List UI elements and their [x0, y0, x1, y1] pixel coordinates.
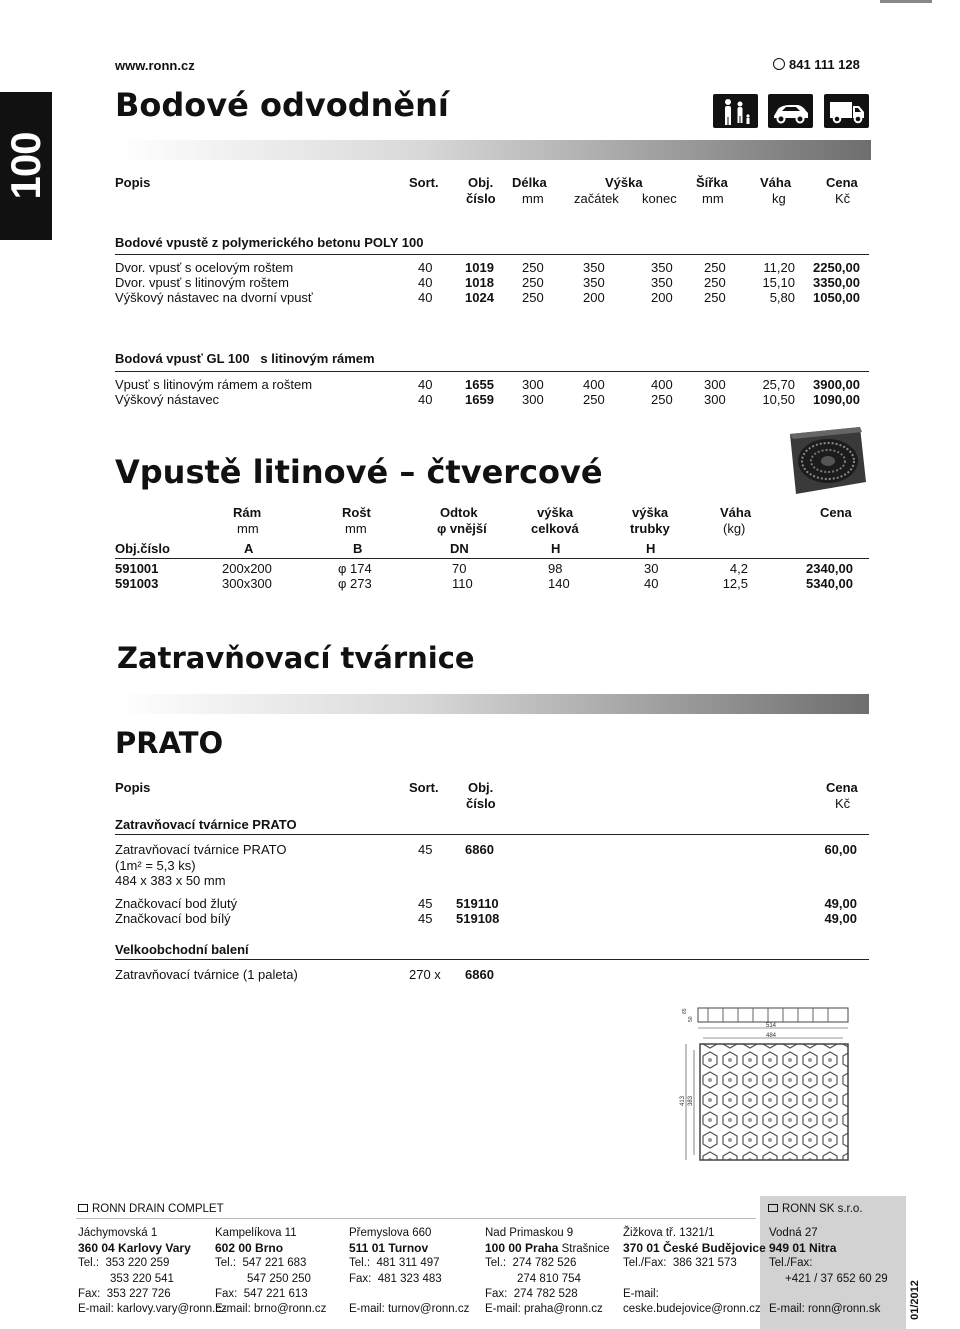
dim-65: 65 [682, 1008, 688, 1014]
branch-city-line [769, 1241, 888, 1256]
table-row: Dvor. vpusť s litinovým roštem 40 1018 250 350 350 250 15,10 3350,00 [115, 275, 860, 290]
section3-column-headers: Popis Sort. Obj. Cena [115, 780, 858, 795]
table-row: 591003 300x300 φ 273 110 140 40 12,5 5340,00 [115, 576, 853, 591]
branch-line: Žižkova tř. 1321/1 [623, 1227, 715, 1239]
wholesale-title: Velkoobchodní balení [115, 942, 249, 957]
section2-header-row3: Obj.číslo A B DN H H [115, 541, 656, 556]
branch-line: 353 220 541 [78, 1272, 174, 1285]
car-icon [768, 94, 813, 128]
footer-divider [76, 1218, 756, 1219]
branch-line: Tel.: 353 220 259 [78, 1257, 170, 1270]
branch-line: Tel.: 481 311 497 [349, 1257, 440, 1270]
mail-icon [78, 1204, 88, 1212]
branch-line: Tel./Fax: [769, 1257, 813, 1270]
branch-line: 547 250 250 [215, 1272, 311, 1285]
branch-line: Fax: 547 221 613 [215, 1287, 308, 1300]
phone-icon [773, 58, 785, 70]
branch-email[interactable]: E-mail: karlovy.vary@ronn.cz [78, 1302, 227, 1315]
mail-icon [768, 1204, 778, 1212]
phone-number: 841 111 128 [773, 57, 860, 72]
branch-line: Přemyslova 660 [349, 1227, 432, 1239]
section1-column-headers: Popis Sort. Obj. Délka Výška Šířka Váha Cena [115, 175, 858, 190]
footer-branch [623, 1226, 766, 1317]
divider [115, 959, 869, 960]
pedestrians-icon [713, 94, 758, 128]
branch-email[interactable]: E-mail: ronn@ronn.sk [769, 1302, 881, 1315]
branch-email[interactable]: ceske.budejovice@ronn.cz [623, 1302, 761, 1315]
prato-item-ratio: (1m² = 5,3 ks) [115, 858, 196, 873]
footer-branch [769, 1226, 888, 1317]
divider [115, 371, 869, 372]
branch-line: Fax: 481 323 483 [349, 1272, 442, 1285]
dim-413: 413 [680, 1095, 686, 1106]
branch-line: Kampelíkova 11 [215, 1227, 297, 1239]
dim-484: 484 [766, 1033, 777, 1039]
top-rule [880, 0, 932, 3]
group-title-poly100: Bodové vpustě z polymerického betonu POLY 100 [115, 235, 424, 250]
prato-title: PRATO [115, 726, 224, 760]
branch-line: Vodná 27 [769, 1227, 818, 1239]
section3-column-units: číslo Kč [466, 796, 851, 811]
footer-branch [485, 1226, 610, 1317]
table-row: Značkovací bod žlutý 45 519110 49,00 [115, 896, 857, 911]
branch-line: Fax: 274 782 528 [485, 1287, 578, 1300]
footer-company-cz: RONN DRAIN COMPLET [78, 1203, 224, 1215]
table-row: Výškový nástavec 40 1659 300 250 250 300 10,50 1090,00 [115, 392, 860, 407]
dim-383: 383 [688, 1095, 694, 1106]
branch-line: Fax: 353 227 726 [78, 1287, 171, 1300]
branch-city: 602 00 Brno [215, 1241, 284, 1256]
page-title: Bodové odvodnění [115, 86, 449, 124]
footer-branch [78, 1226, 227, 1317]
section3-title: Zatravňovací tvárnice [117, 641, 475, 675]
divider [115, 558, 869, 559]
dim-50: 50 [688, 1016, 694, 1022]
branch-line [349, 1287, 469, 1302]
divider [115, 834, 869, 835]
branch-email[interactable]: E-mail: turnov@ronn.cz [349, 1302, 470, 1315]
branch-city: 370 01 České Budějovice [623, 1241, 766, 1256]
branch-city-line [78, 1241, 227, 1256]
footer-company-sk: RONN SK s.r.o. [768, 1203, 863, 1215]
branch-line: +421 / 37 652 60 29 [769, 1272, 888, 1285]
table-row: Dvor. vpusť s ocelovým roštem 40 1019 250 350 350 250 11,20 2250,00 [115, 260, 860, 275]
dim-514: 514 [766, 1023, 777, 1029]
section2-title: Vpustě litinové – čtvercové [115, 453, 603, 491]
group-title-gl100: Bodová vpusť GL 100 s litinovým rámem [115, 351, 375, 366]
drain-grate-image [788, 424, 868, 498]
branch-city-line [485, 1241, 610, 1256]
branch-city-line [349, 1241, 469, 1256]
branch-line: Tel./Fax: 386 321 573 [623, 1257, 737, 1270]
wholesale-row: Zatravňovací tvárnice (1 paleta) 270 x 6860 [115, 967, 494, 982]
edition-date: 01/2012 [909, 1280, 921, 1320]
branch-line: 274 810 754 [485, 1272, 581, 1285]
branch-city: 949 01 Nitra [769, 1241, 837, 1256]
branch-line: Nad Primaskou 9 [485, 1227, 574, 1239]
branch-line: E-mail: [623, 1287, 659, 1300]
branch-city: 100 00 Praha [485, 1241, 559, 1256]
prato-item-row: Zatravňovací tvárnice PRATO 45 6860 60,00 [115, 842, 857, 857]
table-row: Výškový nástavec na dvorní vpusť 40 1024 250 200 200 250 5,80 1050,00 [115, 290, 860, 305]
section1-column-units: číslo mm začátek konec mm kg Kč [466, 191, 851, 206]
section2-header-row1: Rám Rošt Odtok výška výška Váha Cena [233, 505, 852, 520]
divider [115, 254, 869, 255]
branch-email[interactable]: E-mail: brno@ronn.cz [215, 1302, 327, 1315]
table-row: Značkovací bod bílý 45 519108 49,00 [115, 911, 857, 926]
group-title-prato: Zatravňovací tvárnice PRATO [115, 817, 297, 832]
branch-city-line [623, 1241, 766, 1256]
table-row: Vpusť s litinovým rámem a roštem 40 1655 300 400 400 300 25,70 3900,00 [115, 377, 860, 392]
branch-email[interactable]: E-mail: praha@ronn.cz [485, 1302, 603, 1315]
page-number-tab: 100 [0, 92, 52, 240]
branch-line: Jáchymovská 1 [78, 1227, 158, 1239]
header-gradient-bar [115, 140, 871, 160]
branch-city: 511 01 Turnov [349, 1241, 429, 1256]
website-link[interactable]: www.ronn.cz [115, 58, 195, 73]
branch-line [623, 1272, 766, 1287]
table-row: 591001 200x200 φ 174 70 98 30 4,2 2340,00 [115, 561, 853, 576]
truck-icon [824, 94, 869, 128]
branch-district: Strašnice [558, 1243, 610, 1256]
branch-city-line [215, 1241, 326, 1256]
section2-header-row2: mm mm φ vnější celková trubky (kg) [237, 521, 746, 536]
prato-item-size: 484 x 383 x 50 mm [115, 873, 226, 888]
footer-branch [349, 1226, 469, 1317]
branch-line: Tel.: 547 221 683 [215, 1257, 307, 1270]
branch-line: Tel.: 274 782 526 [485, 1257, 577, 1270]
branch-line [769, 1287, 888, 1302]
section3-gradient-bar [115, 694, 869, 714]
branch-city: 360 04 Karlovy Vary [78, 1241, 191, 1256]
footer-branch [215, 1226, 326, 1317]
prato-technical-drawing [678, 1000, 870, 1168]
